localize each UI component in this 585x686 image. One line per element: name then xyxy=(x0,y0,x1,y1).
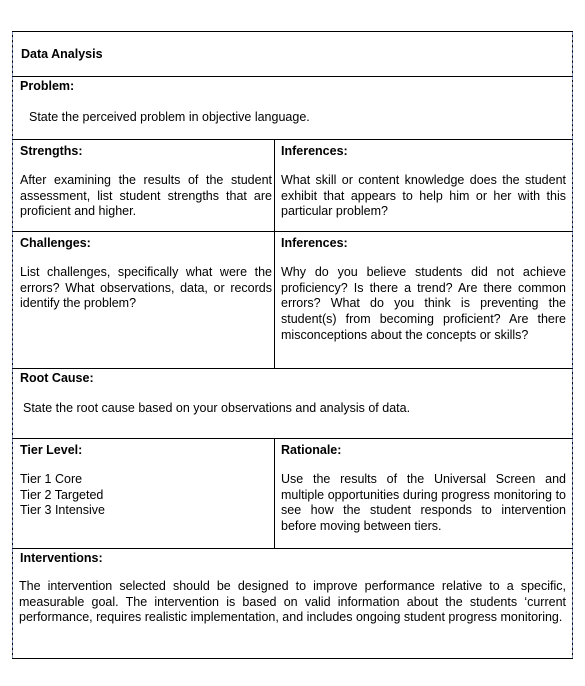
inferences-cell-1 xyxy=(275,140,572,231)
rationale-cell xyxy=(275,439,572,548)
title-row xyxy=(12,31,573,77)
inferences-label-1: Inferences: xyxy=(281,144,348,158)
inferences-text-1: What skill or content knowledge does the student exhibit that appears to help him or her with this particular problem? xyxy=(281,173,566,219)
document-title: Data Analysis xyxy=(21,47,103,61)
tier-level-cell xyxy=(13,439,275,548)
problem-section xyxy=(12,77,573,140)
interventions-text: The intervention selected should be designed to improve performance relative to a specific, measurable goal. The intervention is based on valid information about the students ‘current performance, requires realistic implementation, and includes ongoing student progress monitoring. xyxy=(19,579,566,625)
problem-text: State the perceived problem in objective language. xyxy=(29,110,310,124)
tier-item: Tier 1 Core xyxy=(20,472,83,486)
strengths-row xyxy=(12,140,573,232)
inferences-label-2: Inferences: xyxy=(281,236,348,250)
data-analysis-form xyxy=(12,31,573,659)
tier-level-label: Tier Level: xyxy=(20,443,83,457)
tier-item: Tier 2 Targeted xyxy=(20,487,104,502)
challenges-row xyxy=(12,232,573,369)
strengths-cell xyxy=(13,140,275,231)
interventions-label: Interventions: xyxy=(20,551,103,565)
root-cause-section xyxy=(12,369,573,439)
interventions-section xyxy=(12,549,573,659)
challenges-text: List challenges, specifically what were the errors? What observations, data, or records identify the problem? xyxy=(20,265,272,311)
strengths-label: Strengths: xyxy=(20,144,83,158)
rationale-text: Use the results of the Universal Screen and multiple opportunities during progress monitoring to see how the student responds to intervention before moving between tiers. xyxy=(281,472,566,534)
root-cause-label: Root Cause: xyxy=(20,371,94,385)
problem-label: Problem: xyxy=(20,79,75,93)
challenges-cell xyxy=(13,232,275,368)
tier-row xyxy=(12,439,573,549)
rationale-label: Rationale: xyxy=(281,443,342,457)
challenges-label: Challenges: xyxy=(20,236,91,250)
strengths-text: After examining the results of the student assessment, list student strengths that are proficient and higher. xyxy=(20,173,272,219)
tier-level-list xyxy=(20,472,272,519)
tier-item: Tier 3 Intensive xyxy=(20,503,105,518)
root-cause-text: State the root cause based on your observations and analysis of data. xyxy=(23,401,411,415)
inferences-text-2: Why do you believe students did not achieve proficiency? Is there a trend? Are there common errors? What do you think is preventing the student(s) from becoming proficient? Are there misconceptions about the concepts or skills? xyxy=(281,265,566,342)
inferences-cell-2 xyxy=(275,232,572,368)
